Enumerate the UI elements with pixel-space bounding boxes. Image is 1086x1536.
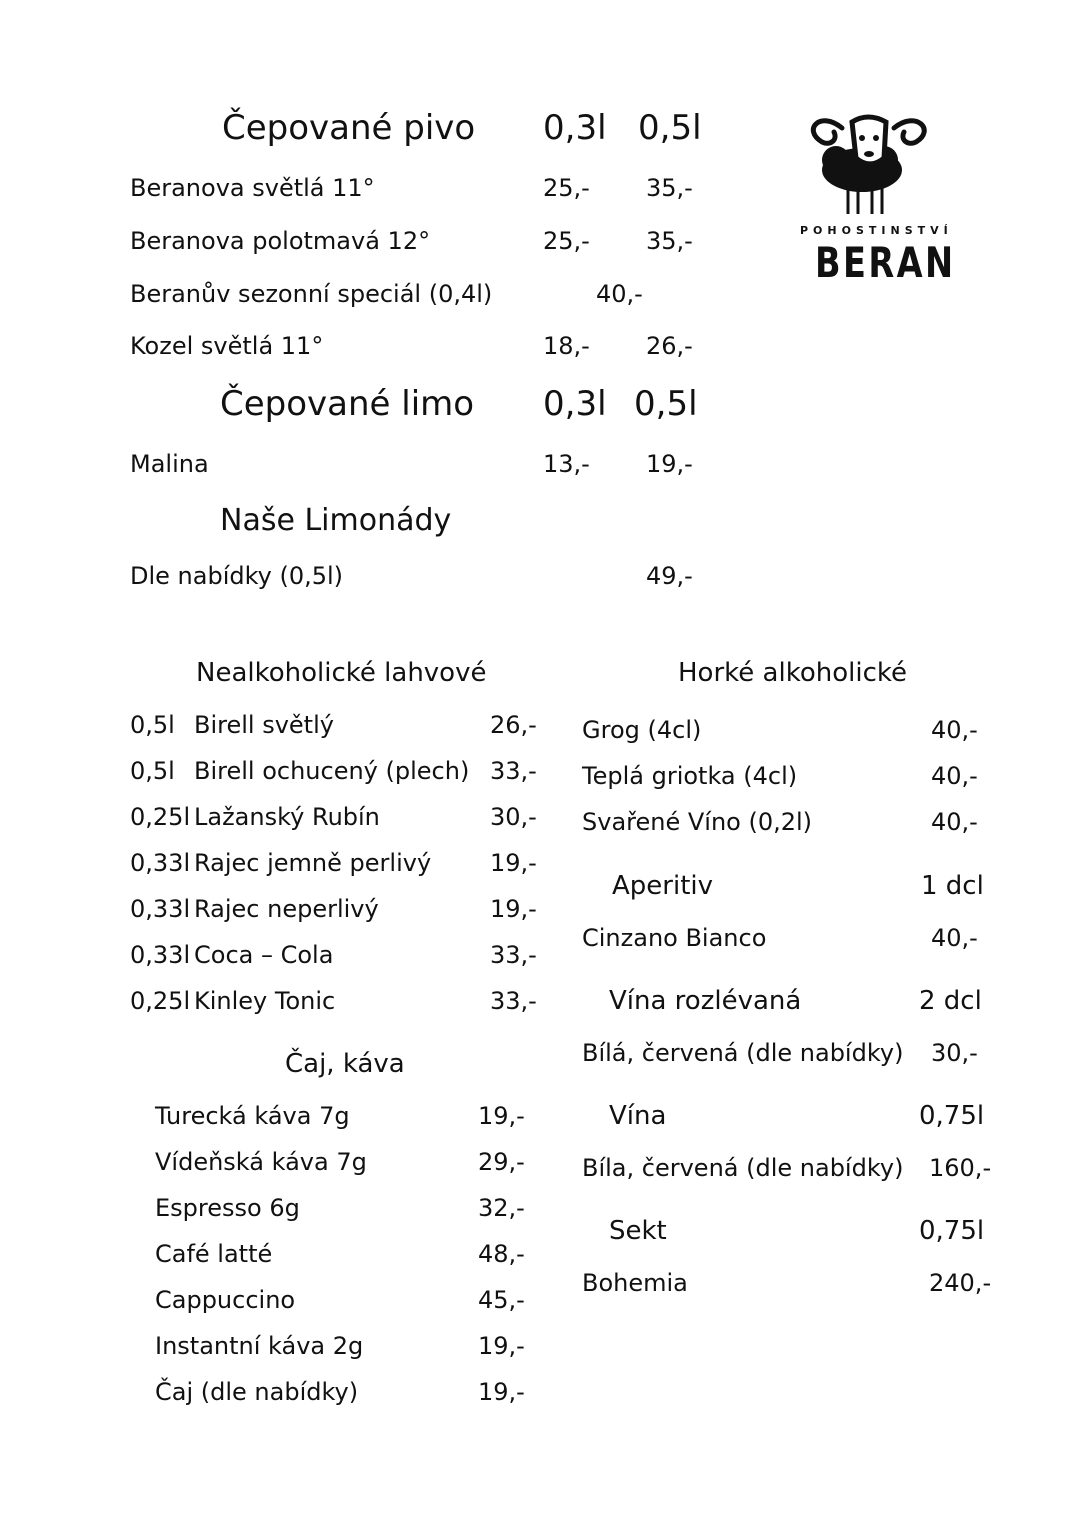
menu-item-name: Birell světlý <box>194 711 334 739</box>
item-volume: 0,33l <box>130 895 191 923</box>
item-volume: 0,25l <box>130 987 191 1015</box>
draft-col1: 0,3l <box>543 108 607 148</box>
sekt-title: Sekt <box>609 1216 667 1246</box>
menu-item-name: Turecká káva 7g <box>155 1102 350 1130</box>
menu-item-name: Malina <box>130 450 209 478</box>
menu-item-price: 13,- <box>543 450 590 478</box>
wine-glass-unit: 2 dcl <box>919 986 982 1016</box>
menu-item-price: 19,- <box>478 1332 525 1360</box>
wine-bottle-unit: 0,75l <box>919 1101 985 1131</box>
limo-col1: 0,3l <box>543 384 607 424</box>
menu-item-name: Kinley Tonic <box>194 987 336 1015</box>
menu-item-name: Grog (4cl) <box>582 716 702 744</box>
menu-item-price: 30,- <box>931 1039 978 1067</box>
wine-glass-title: Vína rozlévaná <box>609 986 802 1016</box>
menu-item-name: Coca – Cola <box>194 941 334 969</box>
menu-item-price: 26,- <box>646 332 693 360</box>
menu-item-price: 30,- <box>490 803 537 831</box>
limo-col2: 0,5l <box>634 384 698 424</box>
logo-subtitle: POHOSTINSTVÍ <box>800 224 953 237</box>
menu-item-price: 33,- <box>490 987 537 1015</box>
menu-item-price: 19,- <box>490 895 537 923</box>
menu-item-price: 40,- <box>931 808 978 836</box>
menu-item-name: Svařené Víno (0,2l) <box>582 808 813 836</box>
aperitiv-unit: 1 dcl <box>921 871 984 901</box>
menu-item-price: 40,- <box>596 280 643 308</box>
beran-logo <box>800 100 960 300</box>
menu-item-name: Kozel světlá 11° <box>130 332 324 360</box>
menu-item-name: Bohemia <box>582 1269 688 1297</box>
limo-title: Čepované limo <box>220 384 475 424</box>
menu-item-name: Dle nabídky (0,5l) <box>130 562 344 590</box>
sekt-unit: 0,75l <box>919 1216 985 1246</box>
menu-item-name: Cappuccino <box>155 1286 296 1314</box>
menu-item-price: 160,- <box>929 1154 992 1182</box>
menu-item-price: 40,- <box>931 716 978 744</box>
menu-item-price: 33,- <box>490 941 537 969</box>
menu-item-name: Lažanský Rubín <box>194 803 380 831</box>
ram-icon <box>800 100 950 220</box>
menu-item-name: Café latté <box>155 1240 273 1268</box>
menu-item-name: Birell ochucený (plech) <box>194 757 470 785</box>
menu-item-price: 240,- <box>929 1269 992 1297</box>
menu-item-name: Instantní káva 2g <box>155 1332 364 1360</box>
menu-item-name: Beranova polotmavá 12° <box>130 227 431 255</box>
menu-item-price: 40,- <box>931 924 978 952</box>
menu-item-price: 29,- <box>478 1148 525 1176</box>
menu-item-name: Rajec neperlivý <box>194 895 379 923</box>
menu-item-price: 25,- <box>543 227 590 255</box>
logo-name: BERAN <box>815 238 956 287</box>
wine-bottle-title: Vína <box>609 1101 667 1131</box>
menu-item-price: 32,- <box>478 1194 525 1222</box>
aperitiv-title: Aperitiv <box>612 871 714 901</box>
menu-item-price: 25,- <box>543 174 590 202</box>
menu-item-name: Bíla, červená (dle nabídky) <box>582 1154 904 1182</box>
menu-item-name: Beranova světlá 11° <box>130 174 375 202</box>
menu-item-name: Cinzano Bianco <box>582 924 767 952</box>
draft-col2: 0,5l <box>638 108 702 148</box>
menu-item-price: 19,- <box>478 1102 525 1130</box>
menu-item-price: 45,- <box>478 1286 525 1314</box>
menu-item-name: Čaj (dle nabídky) <box>155 1378 359 1406</box>
menu-item-name: Vídeňská káva 7g <box>155 1148 367 1176</box>
item-volume: 0,25l <box>130 803 191 831</box>
menu-item-price: 18,- <box>543 332 590 360</box>
menu-item-price: 35,- <box>646 174 693 202</box>
soft-title: Nealkoholické lahvové <box>196 658 487 688</box>
menu-item-price: 19,- <box>478 1378 525 1406</box>
menu-item-name: Bílá, červená (dle nabídky) <box>582 1039 904 1067</box>
item-volume: 0,5l <box>130 757 175 785</box>
menu-item-name: Espresso 6g <box>155 1194 300 1222</box>
menu-item-name: Beranův sezonní speciál (0,4l) <box>130 280 493 308</box>
hot-title: Horké alkoholické <box>678 658 907 688</box>
coffee-title: Čaj, káva <box>285 1049 405 1079</box>
menu-item-price: 49,- <box>646 562 693 590</box>
lemonades-title: Naše Limonády <box>220 503 452 538</box>
menu-item-price: 48,- <box>478 1240 525 1268</box>
item-volume: 0,5l <box>130 711 175 739</box>
menu-item-price: 19,- <box>646 450 693 478</box>
menu-item-price: 40,- <box>931 762 978 790</box>
menu-item-price: 35,- <box>646 227 693 255</box>
item-volume: 0,33l <box>130 941 191 969</box>
menu-item-price: 19,- <box>490 849 537 877</box>
draft-title: Čepované pivo <box>222 108 476 148</box>
menu-item-price: 26,- <box>490 711 537 739</box>
menu-item-name: Rajec jemně perlivý <box>194 849 432 877</box>
menu-item-name: Teplá griotka (4cl) <box>582 762 798 790</box>
menu-item-price: 33,- <box>490 757 537 785</box>
item-volume: 0,33l <box>130 849 191 877</box>
